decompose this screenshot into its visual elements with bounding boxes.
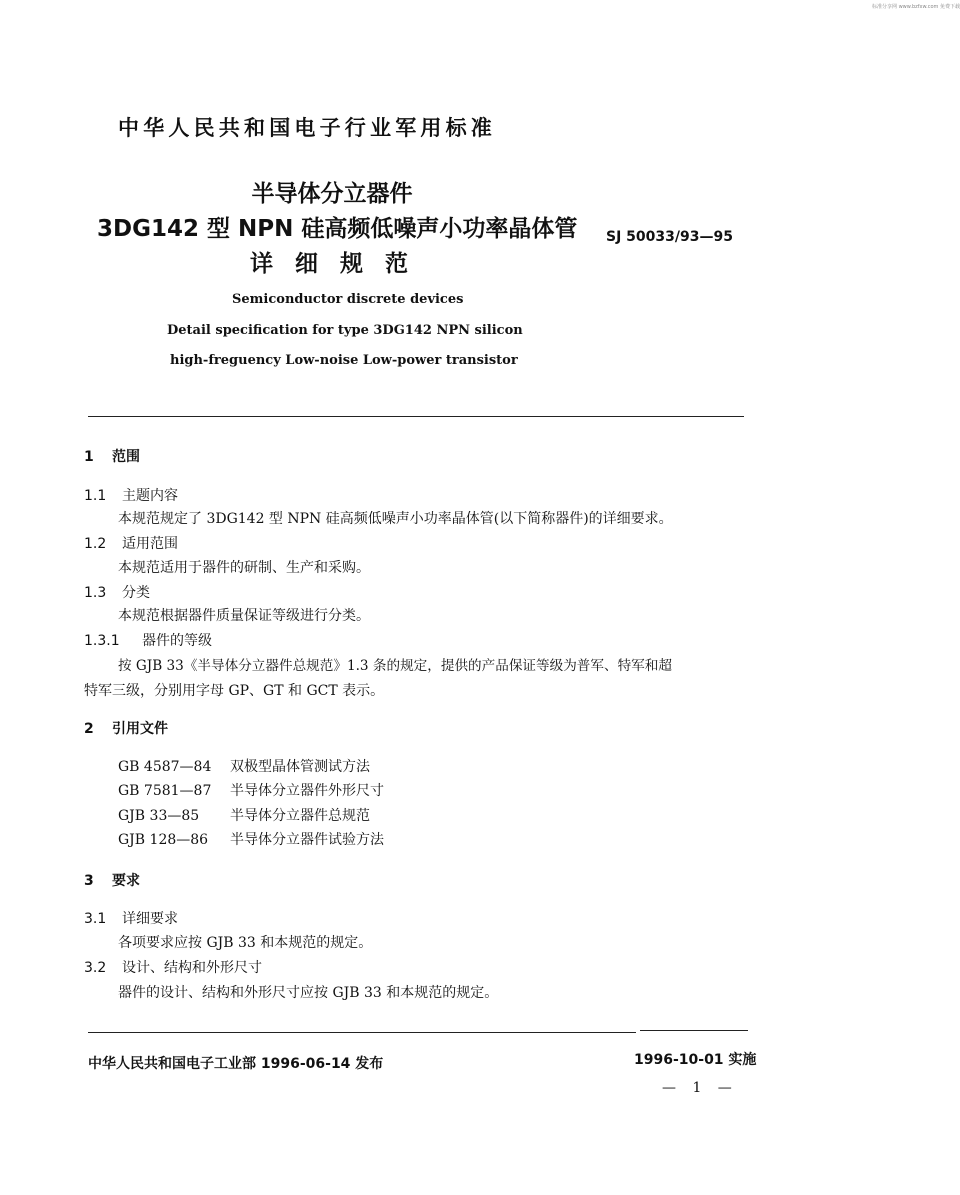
section-number: 3.1 (84, 911, 107, 927)
reference-title: 半导体分立器件外形尺寸 (230, 783, 384, 799)
section-1-1-heading (84, 485, 178, 505)
section-1-3-1-text-line-1: 按 GJB 33《半导体分立器件总规范》1.3 条的规定，提供的产品保证等级为普军、特军和超 (118, 658, 672, 674)
footer-issued-date: 中华人民共和国电子工业部 1996-06-14 发布 (88, 1056, 384, 1072)
section-title: 范围 (112, 449, 140, 465)
section-3-1-heading (84, 908, 178, 928)
section-3-heading (84, 870, 140, 890)
section-title: 引用文件 (112, 721, 168, 737)
section-title: 适用范围 (122, 536, 178, 552)
section-title: 详细要求 (122, 911, 178, 927)
reference-title: 双极型晶体管测试方法 (230, 759, 370, 775)
section-2-heading (84, 718, 168, 738)
section-3-1-text: 各项要求应按 GJB 33 和本规范的规定。 (118, 935, 373, 951)
section-number: 1.2 (84, 536, 107, 552)
header-divider (88, 416, 744, 417)
section-1-heading (84, 446, 140, 466)
footer-divider-right (640, 1030, 748, 1031)
reference-title: 半导体分立器件试验方法 (230, 832, 384, 848)
section-number: 3.2 (84, 960, 107, 976)
page-number: — 1 — (662, 1080, 738, 1096)
section-3-2-text: 器件的设计、结构和外形尺寸应按 GJB 33 和本规范的规定。 (118, 985, 499, 1001)
section-1-3-1-heading (84, 630, 212, 650)
footer-effective-date: 1996-10-01 实施 (634, 1052, 757, 1068)
section-number: 1.3 (84, 585, 107, 601)
title-en-line-3: high-freguency Low-noise Low-power transistor (170, 353, 518, 368)
section-1-2-heading (84, 533, 178, 553)
reference-code: GB 7581—87 (118, 783, 212, 799)
section-1-2-text: 本规范适用于器件的研制、生产和采购。 (118, 560, 370, 576)
title-en-line-1: Semiconductor discrete devices (232, 292, 464, 307)
reference-item (118, 805, 370, 825)
title-zh-line-2: 3DG142 型 NPN 硅高频低噪声小功率晶体管 (97, 216, 578, 242)
org-header: 中华人民共和国电子行业军用标准 (118, 116, 496, 140)
section-title: 器件的等级 (142, 633, 212, 649)
reference-item (118, 780, 384, 800)
section-number: 3 (84, 873, 94, 889)
section-1-1-text: 本规范规定了 3DG142 型 NPN 硅高频低噪声小功率晶体管(以下简称器件)的详细要求。 (118, 511, 673, 527)
section-number: 1.1 (84, 488, 107, 504)
title-zh-line-3: 详细规范 (250, 251, 430, 277)
section-title: 要求 (112, 873, 140, 889)
section-1-3-1-text-line-2: 特军三级，分别用字母 GP、GT 和 GCT 表示。 (84, 683, 385, 699)
corner-watermark-text: 标准分享网 www.bzfxw.com 免费下载 (872, 4, 960, 10)
title-zh-line-1: 半导体分立器件 (251, 181, 413, 207)
reference-title: 半导体分立器件总规范 (230, 808, 370, 824)
reference-item (118, 756, 370, 776)
section-number: 1 (84, 449, 94, 465)
reference-item (118, 829, 384, 849)
title-en-line-2: Detail specification for type 3DG142 NPN silicon (167, 323, 523, 338)
footer-divider-left (88, 1032, 636, 1033)
reference-code: GJB 128—86 (118, 832, 209, 848)
standard-number: SJ 50033/93—95 (606, 229, 733, 245)
reference-code: GB 4587—84 (118, 759, 212, 775)
section-3-2-heading (84, 957, 262, 977)
section-title: 分类 (122, 585, 150, 601)
section-title: 设计、结构和外形尺寸 (122, 960, 262, 976)
section-1-3-text: 本规范根据器件质量保证等级进行分类。 (118, 608, 370, 624)
reference-code: GJB 33—85 (118, 808, 200, 824)
section-number: 2 (84, 721, 94, 737)
section-number: 1.3.1 (84, 633, 120, 649)
section-title: 主题内容 (122, 488, 178, 504)
section-1-3-heading (84, 582, 150, 602)
